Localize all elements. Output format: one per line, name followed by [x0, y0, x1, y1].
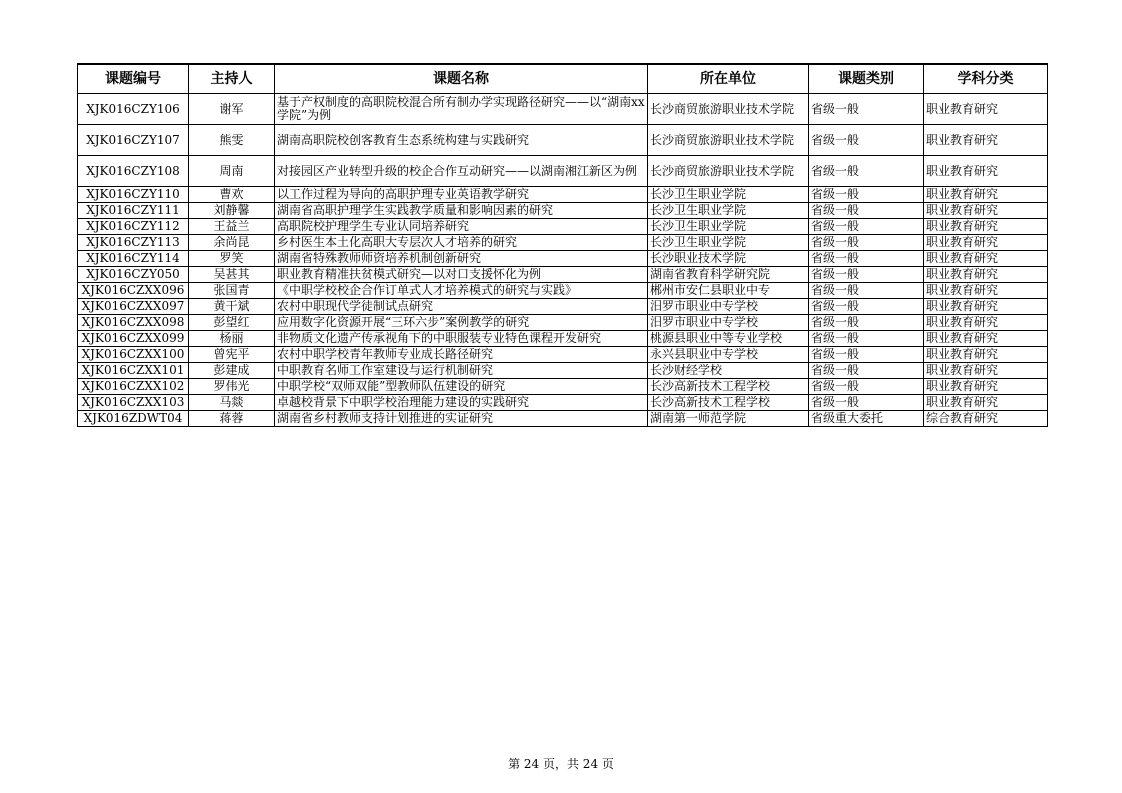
cell-code: XJK016CZY050 [78, 267, 189, 283]
cell-category: 省级一般 [809, 331, 924, 347]
cell-title: 基于产权制度的高职院校混合所有制办学实现路径研究——以“湖南xx学院”为例 [275, 94, 648, 125]
cell-subject: 职业教育研究 [924, 94, 1048, 125]
table-row [78, 299, 1048, 315]
cell-host: 周南 [189, 156, 275, 187]
cell-host: 蒋蓉 [189, 411, 275, 427]
cell-host: 张国青 [189, 283, 275, 299]
cell-category: 省级一般 [809, 315, 924, 331]
header-code: 课题编号 [78, 64, 189, 94]
cell-unit: 永兴县职业中专学校 [648, 347, 809, 363]
cell-title: 《中职学校校企合作订单式人才培养模式的研究与实践》 [275, 283, 648, 299]
table-row [78, 315, 1048, 331]
cell-category: 省级一般 [809, 395, 924, 411]
cell-code: XJK016CZY114 [78, 251, 189, 267]
cell-code: XJK016CZY111 [78, 203, 189, 219]
cell-code: XJK016CZY112 [78, 219, 189, 235]
cell-category: 省级一般 [809, 156, 924, 187]
header-title: 课题名称 [275, 64, 648, 94]
cell-subject: 职业教育研究 [924, 125, 1048, 156]
cell-unit: 汨罗市职业中专学校 [648, 315, 809, 331]
cell-title: 非物质文化遗产传承视角下的中职服装专业特色课程开发研究 [275, 331, 648, 347]
table-row [78, 125, 1048, 156]
cell-unit: 长沙商贸旅游职业技术学院 [648, 156, 809, 187]
cell-unit: 汨罗市职业中专学校 [648, 299, 809, 315]
cell-host: 彭建成 [189, 363, 275, 379]
cell-unit: 郴州市安仁县职业中专 [648, 283, 809, 299]
header-host: 主持人 [189, 64, 275, 94]
header-subject: 学科分类 [924, 64, 1048, 94]
cell-unit: 湖南省教育科学研究院 [648, 267, 809, 283]
cell-code: XJK016CZY113 [78, 235, 189, 251]
cell-category: 省级一般 [809, 125, 924, 156]
cell-subject: 职业教育研究 [924, 283, 1048, 299]
cell-category: 省级一般 [809, 235, 924, 251]
cell-host: 彭望红 [189, 315, 275, 331]
cell-category: 省级重大委托 [809, 411, 924, 427]
cell-host: 罗伟光 [189, 379, 275, 395]
cell-code: XJK016CZY107 [78, 125, 189, 156]
header-category: 课题类别 [809, 64, 924, 94]
cell-category: 省级一般 [809, 94, 924, 125]
cell-subject: 职业教育研究 [924, 363, 1048, 379]
table-row [78, 156, 1048, 187]
cell-unit: 长沙卫生职业学院 [648, 219, 809, 235]
cell-subject: 职业教育研究 [924, 267, 1048, 283]
table-row [78, 347, 1048, 363]
cell-code: XJK016CZXX103 [78, 395, 189, 411]
cell-category: 省级一般 [809, 267, 924, 283]
cell-subject: 职业教育研究 [924, 187, 1048, 203]
cell-subject: 职业教育研究 [924, 299, 1048, 315]
page-footer: 第 24 页，共 24 页 [508, 757, 614, 771]
cell-category: 省级一般 [809, 203, 924, 219]
cell-subject: 综合教育研究 [924, 411, 1048, 427]
cell-host: 吴甚其 [189, 267, 275, 283]
cell-unit: 长沙商贸旅游职业技术学院 [648, 94, 809, 125]
cell-code: XJK016CZXX099 [78, 331, 189, 347]
cell-title: 湖南省乡村教师支持计划推进的实证研究 [275, 411, 648, 427]
cell-subject: 职业教育研究 [924, 379, 1048, 395]
table-row [78, 411, 1048, 427]
header-unit: 所在单位 [648, 64, 809, 94]
cell-category: 省级一般 [809, 219, 924, 235]
cell-code: XJK016CZXX102 [78, 379, 189, 395]
cell-title: 湖南高职院校创客教育生态系统构建与实践研究 [275, 125, 648, 156]
cell-unit: 长沙高新技术工程学校 [648, 379, 809, 395]
cell-unit: 长沙卫生职业学院 [648, 203, 809, 219]
cell-unit: 长沙财经学校 [648, 363, 809, 379]
cell-subject: 职业教育研究 [924, 331, 1048, 347]
cell-code: XJK016CZXX101 [78, 363, 189, 379]
cell-category: 省级一般 [809, 379, 924, 395]
cell-unit: 桃源县职业中等专业学校 [648, 331, 809, 347]
cell-host: 曹欢 [189, 187, 275, 203]
cell-code: XJK016CZY110 [78, 187, 189, 203]
cell-title: 高职院校护理学生专业认同培养研究 [275, 219, 648, 235]
table-row [78, 187, 1048, 203]
cell-unit: 长沙高新技术工程学校 [648, 395, 809, 411]
cell-unit: 长沙商贸旅游职业技术学院 [648, 125, 809, 156]
cell-code: XJK016CZY108 [78, 156, 189, 187]
cell-subject: 职业教育研究 [924, 156, 1048, 187]
cell-category: 省级一般 [809, 363, 924, 379]
cell-subject: 职业教育研究 [924, 347, 1048, 363]
cell-title: 应用数字化资源开展“三环六步”案例教学的研究 [275, 315, 648, 331]
cell-title: 以工作过程为导向的高职护理专业英语教学研究 [275, 187, 648, 203]
table-row [78, 379, 1048, 395]
cell-subject: 职业教育研究 [924, 315, 1048, 331]
cell-host: 熊雯 [189, 125, 275, 156]
cell-code: XJK016CZXX096 [78, 283, 189, 299]
cell-title: 卓越校背景下中职学校治理能力建设的实践研究 [275, 395, 648, 411]
cell-unit: 湖南第一师范学院 [648, 411, 809, 427]
cell-subject: 职业教育研究 [924, 203, 1048, 219]
cell-unit: 长沙职业技术学院 [648, 251, 809, 267]
cell-title: 乡村医生本土化高职大专层次人才培养的研究 [275, 235, 648, 251]
cell-title: 职业教育精准扶贫模式研究—以对口支援怀化为例 [275, 267, 648, 283]
table-row [78, 267, 1048, 283]
table-row [78, 203, 1048, 219]
cell-code: XJK016CZY106 [78, 94, 189, 125]
cell-title: 农村中职现代学徒制试点研究 [275, 299, 648, 315]
cell-title: 中职学校“双师双能”型教师队伍建设的研究 [275, 379, 648, 395]
cell-title: 对接园区产业转型升级的校企合作互动研究——以湖南湘江新区为例 [275, 156, 648, 187]
cell-title: 湖南省特殊教师师资培养机制创新研究 [275, 251, 648, 267]
cell-subject: 职业教育研究 [924, 219, 1048, 235]
cell-title: 农村中职学校青年教师专业成长路径研究 [275, 347, 648, 363]
table-row [78, 283, 1048, 299]
table-row [78, 251, 1048, 267]
cell-category: 省级一般 [809, 299, 924, 315]
cell-host: 杨丽 [189, 331, 275, 347]
cell-code: XJK016CZXX100 [78, 347, 189, 363]
cell-host: 谢军 [189, 94, 275, 125]
cell-subject: 职业教育研究 [924, 395, 1048, 411]
table-row [78, 395, 1048, 411]
cell-unit: 长沙卫生职业学院 [648, 187, 809, 203]
cell-host: 罗笑 [189, 251, 275, 267]
cell-subject: 职业教育研究 [924, 235, 1048, 251]
table-row [78, 235, 1048, 251]
header-row [78, 64, 1048, 94]
cell-category: 省级一般 [809, 251, 924, 267]
cell-code: XJK016CZXX098 [78, 315, 189, 331]
cell-title: 中职教育名师工作室建设与运行机制研究 [275, 363, 648, 379]
cell-title: 湖南省高职护理学生实践教学质量和影响因素的研究 [275, 203, 648, 219]
cell-category: 省级一般 [809, 283, 924, 299]
cell-host: 黄干斌 [189, 299, 275, 315]
cell-host: 王益兰 [189, 219, 275, 235]
cell-code: XJK016CZXX097 [78, 299, 189, 315]
cell-host: 马燚 [189, 395, 275, 411]
table-row [78, 94, 1048, 125]
cell-host: 余尚昆 [189, 235, 275, 251]
cell-host: 刘静馨 [189, 203, 275, 219]
table-row [78, 219, 1048, 235]
project-table [77, 63, 1048, 427]
cell-category: 省级一般 [809, 347, 924, 363]
cell-code: XJK016ZDWT04 [78, 411, 189, 427]
cell-category: 省级一般 [809, 187, 924, 203]
cell-unit: 长沙卫生职业学院 [648, 235, 809, 251]
table-row [78, 331, 1048, 347]
table-row [78, 363, 1048, 379]
cell-subject: 职业教育研究 [924, 251, 1048, 267]
cell-host: 曾宪平 [189, 347, 275, 363]
